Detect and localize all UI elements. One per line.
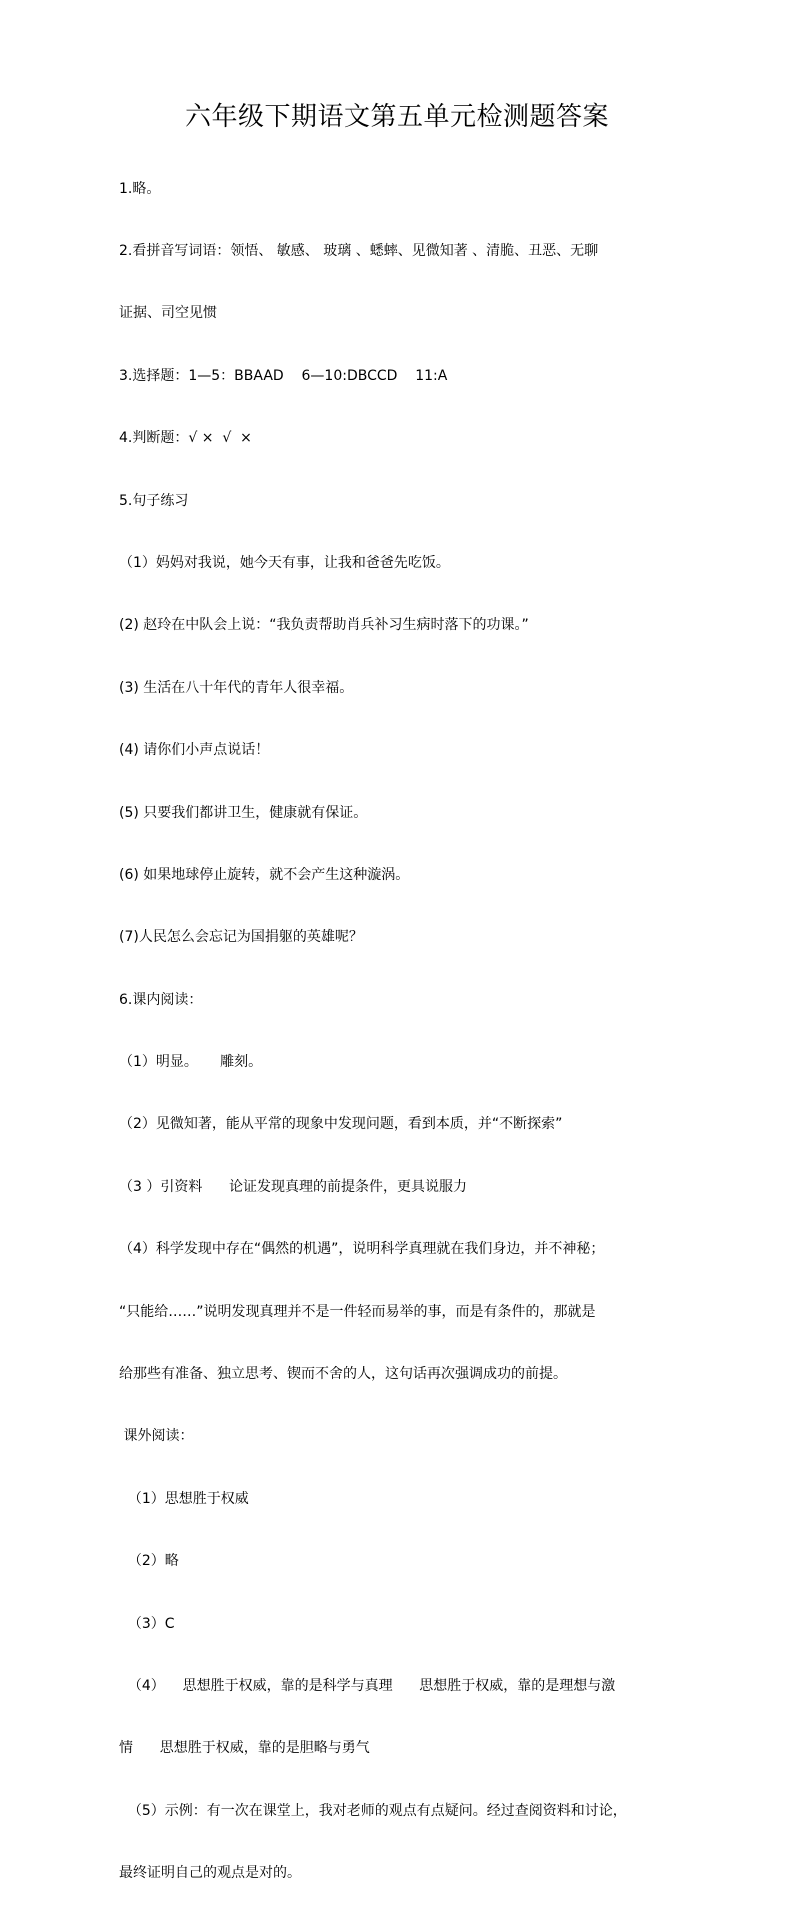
extracurricular-reading-5: （5）示例：有一次在课堂上，我对老师的观点有点疑问。经过查阅资料和讨论， (119, 1802, 627, 1819)
in-class-reading-3: （3 ）引资料 论证发现真理的前提条件，更具说服力 (119, 1178, 468, 1195)
answer-line-5-heading: 5.句子练习 (119, 492, 189, 509)
in-class-reading-4-continued-1: “只能给……”说明发现真理并不是一件轻而易举的事，而是有条件的，那就是 (119, 1303, 596, 1320)
sentence-practice-4: (4) 请你们小声点说话！ (119, 742, 270, 759)
in-class-reading-4: （4）科学发现中存在“偶然的机遇”，说明科学真理就在我们身边，并不神秘； (119, 1241, 605, 1258)
extracurricular-reading-2: （2）略 (119, 1553, 179, 1570)
document-title: 六年级下期语文第五单元检测题答案 (184, 102, 609, 132)
in-class-reading-2: （2）见微知著，能从平常的现象中发现问题，看到本质，并“不断探索” (119, 1116, 563, 1133)
answer-line-6-heading: 6.课内阅读： (119, 991, 203, 1008)
extracurricular-reading-heading: 课外阅读： (119, 1428, 194, 1445)
answer-line-1: 1.略。 (119, 180, 161, 197)
sentence-practice-1: （1）妈妈对我说，她今天有事，让我和爸爸先吃饭。 (119, 554, 450, 571)
extracurricular-reading-1: （1）思想胜于权威 (119, 1490, 249, 1507)
in-class-reading-1: （1）明显。 雕刻。 (119, 1054, 263, 1071)
extracurricular-reading-5-continued: 最终证明自己的观点是对的。 (119, 1865, 301, 1882)
sentence-practice-6: (6) 如果地球停止旋转，就不会产生这种漩涡。 (119, 866, 410, 883)
answer-line-2-continued: 证据、司空见惯 (119, 305, 217, 322)
sentence-practice-2: (2) 赵玲在中队会上说：“我负责帮助肖兵补习生病时落下的功课。” (119, 617, 529, 634)
in-class-reading-4-continued-2: 给那些有准备、独立思考、锲而不舍的人，这句话再次强调成功的前提。 (119, 1366, 567, 1383)
extracurricular-reading-4: （4） 思想胜于权威，靠的是科学与真理 思想胜于权威，靠的是理想与激 (119, 1677, 616, 1694)
answer-line-3: 3.选择题：1—5：BBAAD 6—10:DBCCD 11:A (119, 367, 448, 384)
sentence-practice-5: (5) 只要我们都讲卫生，健康就有保证。 (119, 804, 368, 821)
extracurricular-reading-4-continued: 情 思想胜于权威，靠的是胆略与勇气 (119, 1740, 370, 1757)
answer-line-4: 4.判断题：√ × √ × (119, 430, 252, 447)
answer-line-2: 2.看拼音写词语：领悟、 敏感、 玻璃 、蟋蟀、见微知著 、清脆、丑恶、无聊 (119, 242, 599, 259)
sentence-practice-3: (3) 生活在八十年代的青年人很幸福。 (119, 679, 354, 696)
sentence-practice-7: (7)人民怎么会忘记为国捐躯的英雄呢？ (119, 929, 363, 946)
answer-body (119, 137, 679, 1926)
extracurricular-reading-3: （3）C (119, 1615, 175, 1632)
